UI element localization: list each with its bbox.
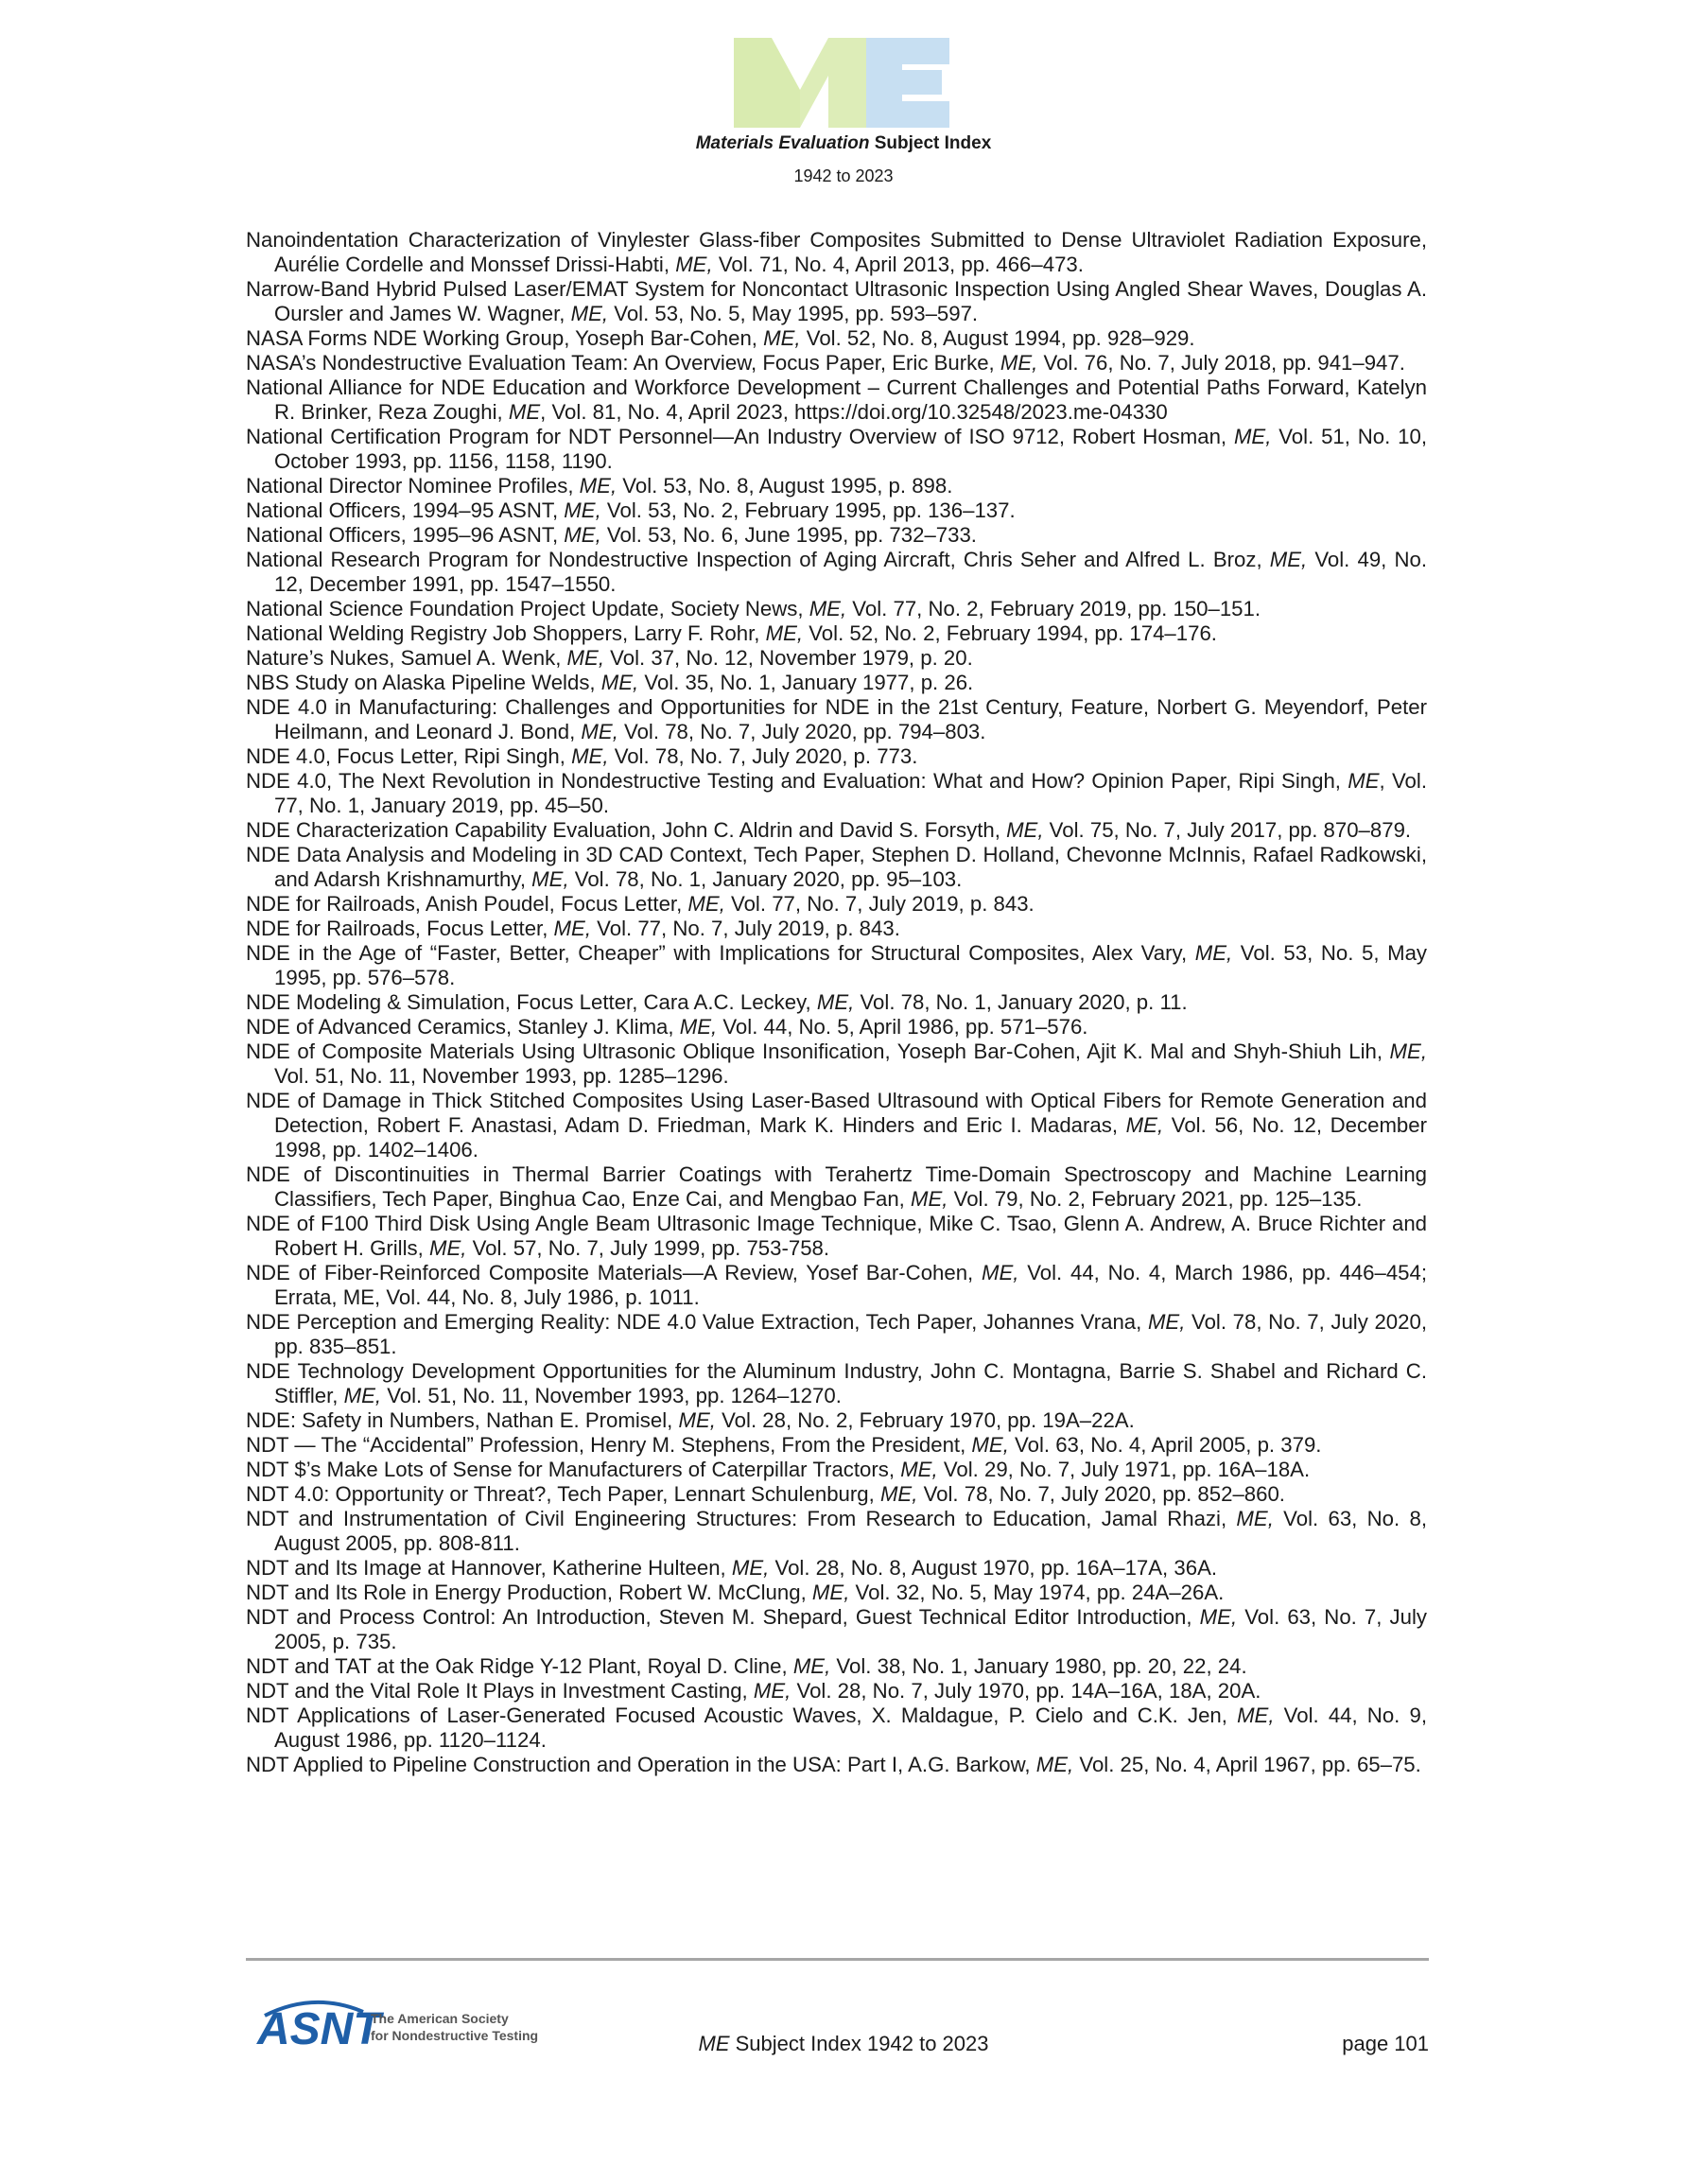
entry-title-author: Narrow-Band Hybrid Pulsed Laser/EMAT System for Noncontact Ultrasonic Inspection Using Angled Shear Waves, Douglas A. Oursler and James W. Wagner,: [246, 277, 1427, 325]
entry-citation: Vol. 78, No. 1, January 2020, p. 11.: [854, 990, 1188, 1014]
entry-journal: ME,: [571, 744, 609, 768]
index-entry: [246, 1507, 1427, 1556]
entry-citation: Vol. 77, No. 2, February 2019, pp. 150–151.: [846, 597, 1261, 620]
index-entry: [246, 1359, 1427, 1408]
index-entry: [246, 228, 1427, 277]
entry-title-author: NDT and TAT at the Oak Ridge Y-12 Plant, Royal D. Cline,: [246, 1654, 793, 1678]
entry-citation: Vol. 79, No. 2, February 2021, pp. 125–135.: [948, 1187, 1363, 1211]
entry-title-author: National Officers, 1995–96 ASNT,: [246, 523, 565, 547]
entry-journal: ME,: [675, 253, 713, 276]
index-entry: [246, 597, 1427, 621]
index-entry: [246, 1458, 1427, 1482]
entry-journal: ME,: [1147, 1310, 1186, 1334]
entry-journal: ME,: [678, 1408, 716, 1432]
entry-citation: Vol. 77, No. 7, July 2019, p. 843.: [724, 892, 1035, 916]
index-entry: [246, 1089, 1427, 1162]
entry-citation: Vol. 56, No. 12, December 1998, pp. 1402–1406.: [274, 1113, 1427, 1162]
entry-citation: Vol. 57, No. 7, July 1999, pp. 753-758.: [466, 1236, 830, 1260]
entry-journal: ME,: [1006, 818, 1044, 842]
index-years: 1942 to 2023: [793, 166, 894, 185]
index-entry-list: [246, 228, 1427, 1777]
index-entry: [246, 990, 1427, 1015]
entry-journal: ME,: [579, 474, 617, 498]
entry-journal: ME,: [900, 1458, 938, 1481]
entry-citation: Vol. 44, No. 9, August 1986, pp. 1120–1124.: [274, 1704, 1427, 1752]
entry-title-author: NDE of Composite Materials Using Ultrasonic Oblique Insonification, Yoseph Bar-Cohen, Ajit K. Mal and Shyh-Shiuh Lih,: [246, 1040, 1390, 1063]
entry-title-author: NDE 4.0 in Manufacturing: Challenges and Opportunities for NDE in the 21st Century, Feature, Norbert G. Meyendorf, Peter Heilmann, and Leonard J. Bond,: [246, 695, 1427, 743]
entry-citation: Vol. 44, No. 5, April 1986, pp. 571–576.: [717, 1015, 1088, 1039]
index-entry: [246, 277, 1427, 326]
entry-journal: ME,: [1237, 1704, 1275, 1727]
entry-title-author: NDE of Damage in Thick Stitched Composites Using Laser-Based Ultrasound with Optical Fibers for Remote Generation and Detection, Robert F. Anastasi, Adam D. Friedman, Mark K. Hinders and Eric I. Madaras,: [246, 1089, 1427, 1137]
entry-journal: ME,: [553, 917, 591, 940]
entry-citation: Vol. 78, No. 1, January 2020, pp. 95–103.: [568, 867, 963, 891]
entry-citation: Vol. 76, No. 7, July 2018, pp. 941–947.: [1037, 351, 1405, 375]
footer-divider: [246, 1958, 1429, 1961]
entry-title-author: NDE in the Age of “Faster, Better, Cheaper” with Implications for Structural Composites, Alex Vary,: [246, 941, 1195, 965]
entry-title-author: NDE of Fiber-Reinforced Composite Materials—A Review, Yosef Bar-Cohen,: [246, 1261, 982, 1284]
entry-journal: ME,: [531, 867, 569, 891]
entry-title-author: NDT and the Vital Role It Plays in Investment Casting,: [246, 1679, 754, 1703]
entry-title-author: NBS Study on Alaska Pipeline Welds,: [246, 671, 601, 694]
entry-title-author: NDT and Instrumentation of Civil Engineering Structures: From Research to Education, Jamal Rhazi,: [246, 1507, 1237, 1530]
entry-title-author: NDT — The “Accidental” Profession, Henry M. Stephens, From the President,: [246, 1433, 972, 1457]
entry-journal: ME,: [1236, 1507, 1274, 1530]
entry-citation: Vol. 28, No. 7, July 1970, pp. 14A–16A, 18A, 20A.: [791, 1679, 1261, 1703]
entry-journal: ME,: [731, 1556, 770, 1580]
index-entry: [246, 326, 1427, 351]
index-entry: [246, 1704, 1427, 1753]
entry-title-author: NDT 4.0: Opportunity or Threat?, Tech Paper, Lennart Schulenburg,: [246, 1482, 880, 1506]
index-entry: [246, 892, 1427, 917]
index-entry: [246, 1679, 1427, 1704]
entry-citation: Vol. 53, No. 5, May 1995, pp. 576–578.: [274, 941, 1428, 989]
index-entry: [246, 646, 1427, 671]
entry-journal: ME,: [792, 1654, 831, 1678]
index-entry: [246, 769, 1427, 818]
index-entry: [246, 843, 1427, 892]
entry-citation: , Vol. 81, No. 4, April 2023, https://doi.org/10.32548/2023.me-04330: [540, 400, 1168, 424]
entry-title-author: NDE 4.0, The Next Revolution in Nondestructive Testing and Evaluation: What and How? Opinion Paper, Ripi Singh,: [246, 769, 1348, 793]
entry-journal: ME,: [1389, 1040, 1427, 1063]
entry-citation: Vol. 44, No. 4, March 1986, pp. 446–454; Errata, ME, Vol. 44, No. 8, July 1986, p. 1011.: [274, 1261, 1427, 1309]
entry-journal: ME,: [570, 302, 609, 325]
entry-journal: ME,: [1194, 941, 1233, 965]
entry-journal: ME,: [343, 1384, 382, 1407]
entry-title-author: NDE Technology Development Opportunities for the Aluminum Industry, John C. Montagna, Barrie S. Shabel and Richard C. Stiffler,: [246, 1359, 1427, 1407]
entry-citation: Vol. 77, No. 7, July 2019, p. 843.: [591, 917, 900, 940]
entry-title-author: NDT $’s Make Lots of Sense for Manufacturers of Caterpillar Tractors,: [246, 1458, 901, 1481]
entry-journal: ME,: [581, 720, 618, 743]
entry-title-author: NDE of Discontinuities in Thermal Barrier Coatings with Terahertz Time-Domain Spectroscopy and Machine Learning Classifiers, Tech Paper, Binghua Cao, Enze Cai, and Mengbao Fan,: [246, 1162, 1427, 1211]
entry-title-author: National Welding Registry Job Shoppers, Larry F. Rohr,: [246, 621, 766, 645]
footer-title: [0, 2032, 1687, 2056]
entry-title-author: NDE of F100 Third Disk Using Angle Beam Ultrasonic Image Technique, Mike C. Tsao, Glenn A. Andrew, A. Bruce Richter and Robert H. Grills,: [246, 1212, 1427, 1260]
entry-citation: Vol. 29, No. 7, July 1971, pp. 16A–18A.: [937, 1458, 1311, 1481]
entry-title-author: NDT and Its Image at Hannover, Katherine Hulteen,: [246, 1556, 732, 1580]
entry-journal: ME,: [566, 646, 604, 670]
entry-journal: ME,: [1269, 548, 1308, 571]
index-entry: [246, 351, 1427, 376]
entry-title-author: NASA Forms NDE Working Group, Yoseph Bar-Cohen,: [246, 326, 764, 350]
entry-journal: ME,: [981, 1261, 1019, 1284]
entry-citation: Vol. 28, No. 2, February 1970, pp. 19A–22A.: [715, 1408, 1135, 1432]
entry-journal: ME,: [600, 671, 639, 694]
entry-title-author: National Alliance for NDE Education and Workforce Development – Current Challenges and Potential Paths Forward, Katelyn R. Brinker, Reza Zoughi,: [246, 376, 1427, 424]
entry-citation: Vol. 32, No. 5, May 1974, pp. 24A–26A.: [849, 1581, 1225, 1604]
asnt-logo-line2: for Nondestructive Testing: [371, 2028, 539, 2043]
index-entry: [246, 1753, 1427, 1777]
entry-citation: Vol. 51, No. 10, October 1993, pp. 1156, 1158, 1190.: [274, 425, 1427, 473]
entry-journal: ME,: [763, 326, 801, 350]
index-entry: [246, 621, 1427, 646]
index-entry: [246, 1212, 1427, 1261]
index-entry: [246, 1310, 1427, 1359]
index-entry: [246, 376, 1427, 425]
entry-citation: Vol. 78, No. 7, July 2020, pp. 835–851.: [274, 1310, 1427, 1358]
footer-title-rest: Subject Index 1942 to 2023: [729, 2032, 989, 2055]
entry-title-author: National Officers, 1994–95 ASNT,: [246, 498, 565, 522]
entry-journal: ME,: [811, 1581, 850, 1604]
entry-title-author: NDE Data Analysis and Modeling in 3D CAD Context, Tech Paper, Stephen D. Holland, Chevonne McInnis, Rafael Radkowski, and Adarsh Krishnamurthy,: [246, 843, 1427, 891]
entry-title-author: NDT and Its Role in Energy Production, Robert W. McClung,: [246, 1581, 812, 1604]
me-logo: [734, 38, 951, 128]
entry-citation: Vol. 35, No. 1, January 1977, p. 26.: [638, 671, 974, 694]
entry-title-author: NDE 4.0, Focus Letter, Ripi Singh,: [246, 744, 572, 768]
asnt-logo-mark: ASNT: [257, 2004, 381, 2054]
entry-citation: Vol. 52, No. 8, August 1994, pp. 928–929.: [800, 326, 1195, 350]
index-entry: [246, 1261, 1427, 1310]
entry-journal: ME,: [765, 621, 804, 645]
entry-journal: ME,: [564, 498, 601, 522]
entry-journal: ME,: [428, 1236, 467, 1260]
entry-citation: Vol. 25, No. 4, April 1967, pp. 65–75.: [1073, 1753, 1421, 1776]
entry-title-author: NDE for Railroads, Anish Poudel, Focus Letter,: [246, 892, 688, 916]
entry-title-author: Nanoindentation Characterization of Vinylester Glass-fiber Composites Submitted to Dense Ultraviolet Radiation Exposure, Aurélie Cordelle and Monssef Drissi-Habti,: [246, 228, 1427, 276]
index-title-journal: Materials Evaluation: [695, 133, 870, 153]
entry-title-author: National Director Nominee Profiles,: [246, 474, 580, 498]
entry-citation: Vol. 53, No. 8, August 1995, p. 898.: [617, 474, 953, 498]
index-entry: [246, 1162, 1427, 1212]
entry-citation: Vol. 53, No. 6, June 1995, pp. 732–733.: [600, 523, 977, 547]
entry-journal: ME,: [809, 597, 847, 620]
index-entry: [246, 917, 1427, 941]
entry-citation: Vol. 63, No. 4, April 2005, p. 379.: [1008, 1433, 1322, 1457]
entry-journal: ME,: [1125, 1113, 1164, 1137]
index-entry: [246, 1015, 1427, 1040]
entry-citation: Vol. 78, No. 7, July 2020, pp. 794–803.: [617, 720, 986, 743]
page-number: page 101: [1342, 2032, 1429, 2055]
index-entry: [246, 671, 1427, 695]
entry-journal: ME,: [1199, 1605, 1238, 1629]
index-entry: [246, 695, 1427, 744]
index-entry: [246, 548, 1427, 597]
entry-journal: ME,: [687, 892, 725, 916]
entry-citation: Vol. 51, No. 11, November 1993, pp. 1285–1296.: [274, 1064, 729, 1088]
entry-journal: ME,: [816, 990, 855, 1014]
index-entry: [246, 818, 1427, 843]
entry-title-author: NDT Applications of Laser-Generated Focused Acoustic Waves, X. Maldague, P. Cielo and C.K. Jen,: [246, 1704, 1238, 1727]
index-entry: [246, 425, 1427, 474]
entry-citation: Vol. 38, No. 1, January 1980, pp. 20, 22, 24.: [830, 1654, 1247, 1678]
entry-citation: , Vol. 77, No. 1, January 2019, pp. 45–50.: [274, 769, 1427, 817]
entry-journal: ME,: [1035, 1753, 1074, 1776]
index-entry: [246, 941, 1427, 990]
entry-journal: ME,: [971, 1433, 1009, 1457]
entry-title-author: NDE of Advanced Ceramics, Stanley J. Klima,: [246, 1015, 680, 1039]
entry-title-author: Nature’s Nukes, Samuel A. Wenk,: [246, 646, 567, 670]
entry-journal: ME,: [1233, 425, 1272, 448]
entry-journal: ME: [1348, 769, 1380, 793]
entry-journal: ME,: [753, 1679, 791, 1703]
entry-citation: Vol. 37, No. 12, November 1979, p. 20.: [604, 646, 973, 670]
entry-title-author: NDE Modeling & Simulation, Focus Letter, Cara A.C. Leckey,: [246, 990, 817, 1014]
entry-title-author: National Science Foundation Project Update, Society News,: [246, 597, 809, 620]
entry-citation: Vol. 52, No. 2, February 1994, pp. 174–176.: [803, 621, 1217, 645]
index-entry: [246, 1556, 1427, 1581]
asnt-logo-line1: The American Society: [371, 2011, 509, 2026]
entry-citation: Vol. 51, No. 11, November 1993, pp. 1264–1270.: [381, 1384, 842, 1407]
index-entry: [246, 523, 1427, 548]
entry-citation: Vol. 78, No. 7, July 2020, pp. 852–860.: [917, 1482, 1285, 1506]
entry-journal: ME,: [679, 1015, 718, 1039]
entry-citation: Vol. 78, No. 7, July 2020, p. 773.: [608, 744, 918, 768]
index-entry: [246, 1654, 1427, 1679]
entry-journal: ME,: [911, 1187, 948, 1211]
index-entry: [246, 744, 1427, 769]
entry-title-author: NDT and Process Control: An Introduction, Steven M. Shepard, Guest Technical Editor Introduction,: [246, 1605, 1200, 1629]
entry-journal: ME,: [1000, 351, 1038, 375]
entry-citation: Vol. 63, No. 7, July 2005, p. 735.: [274, 1605, 1428, 1653]
entry-title-author: National Research Program for Nondestructive Inspection of Aging Aircraft, Chris Seher and Alfred L. Broz,: [246, 548, 1270, 571]
entry-citation: Vol. 28, No. 8, August 1970, pp. 16A–17A, 36A.: [769, 1556, 1218, 1580]
index-entry: [246, 498, 1427, 523]
entry-journal: ME: [508, 400, 541, 424]
entry-title-author: NDE for Railroads, Focus Letter,: [246, 917, 554, 940]
index-entry: [246, 1605, 1427, 1654]
index-entry: [246, 1433, 1427, 1458]
entry-citation: Vol. 75, No. 7, July 2017, pp. 870–879.: [1043, 818, 1412, 842]
entry-citation: Vol. 63, No. 8, August 2005, pp. 808-811.: [274, 1507, 1427, 1555]
index-title: [0, 133, 1687, 154]
entry-title-author: NDE: Safety in Numbers, Nathan E. Promisel,: [246, 1408, 679, 1432]
entry-journal: ME,: [564, 523, 601, 547]
index-entry: [246, 474, 1427, 498]
footer-title-journal: ME: [698, 2032, 730, 2055]
entry-citation: Vol. 53, No. 2, February 1995, pp. 136–137.: [600, 498, 1016, 522]
entry-citation: Vol. 49, No. 12, December 1991, pp. 1547–1550.: [274, 548, 1427, 596]
index-entry: [246, 1408, 1427, 1433]
entry-citation: Vol. 71, No. 4, April 2013, pp. 466–473.: [712, 253, 1084, 276]
index-title-rest: Subject Index: [869, 133, 992, 153]
entry-title-author: National Certification Program for NDT Personnel—An Industry Overview of ISO 9712, Robert Hosman,: [246, 425, 1234, 448]
entry-title-author: NDE Characterization Capability Evaluation, John C. Aldrin and David S. Forsyth,: [246, 818, 1007, 842]
index-entry: [246, 1581, 1427, 1605]
entry-citation: Vol. 53, No. 5, May 1995, pp. 593–597.: [608, 302, 979, 325]
entry-title-author: NASA’s Nondestructive Evaluation Team: An Overview, Focus Paper, Eric Burke,: [246, 351, 1000, 375]
entry-journal: ME,: [879, 1482, 918, 1506]
entry-title-author: NDE Perception and Emerging Reality: NDE 4.0 Value Extraction, Tech Paper, Johannes Vrana,: [246, 1310, 1148, 1334]
entry-title-author: NDT Applied to Pipeline Construction and Operation in the USA: Part I, A.G. Barkow,: [246, 1753, 1036, 1776]
index-entry: [246, 1482, 1427, 1507]
index-entry: [246, 1040, 1427, 1089]
